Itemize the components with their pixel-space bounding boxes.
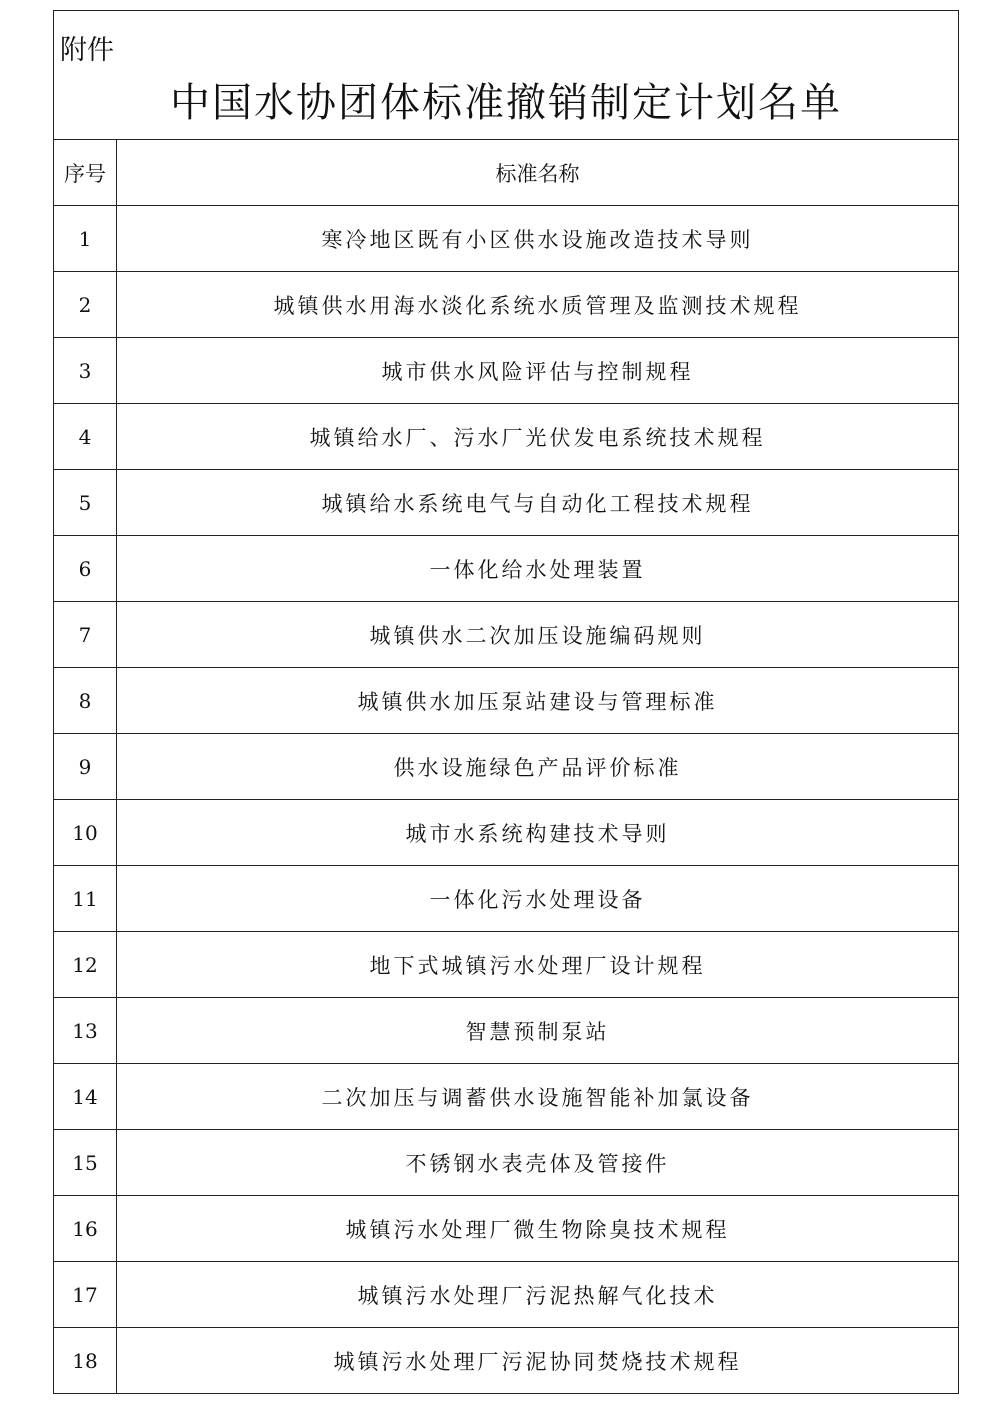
row-number: 8: [54, 668, 117, 734]
standard-name: 城市水系统构建技术导则: [117, 800, 959, 866]
column-header-row: [54, 140, 959, 206]
table-row: [54, 536, 959, 602]
table-row: [54, 1328, 959, 1394]
standard-name: 一体化给水处理装置: [117, 536, 959, 602]
row-number: 4: [54, 404, 117, 470]
row-number: 13: [54, 998, 117, 1064]
table-row: [54, 998, 959, 1064]
standard-name: 城镇供水加压泵站建设与管理标准: [117, 668, 959, 734]
standard-name: 寒冷地区既有小区供水设施改造技术导则: [117, 206, 959, 272]
row-number: 7: [54, 602, 117, 668]
row-number: 2: [54, 272, 117, 338]
standard-name: 智慧预制泵站: [117, 998, 959, 1064]
table-row: [54, 404, 959, 470]
standard-name: 城镇供水用海水淡化系统水质管理及监测技术规程: [117, 272, 959, 338]
column-header-name: 标准名称: [117, 140, 959, 206]
table-row: [54, 800, 959, 866]
standard-name: 地下式城镇污水处理厂设计规程: [117, 932, 959, 998]
attachment-label: 附件: [60, 35, 114, 66]
standard-name: 城镇污水处理厂污泥协同焚烧技术规程: [117, 1328, 959, 1394]
table-row: [54, 272, 959, 338]
row-number: 12: [54, 932, 117, 998]
row-number: 1: [54, 206, 117, 272]
title-cell: [54, 11, 959, 140]
row-number: 10: [54, 800, 117, 866]
row-number: 9: [54, 734, 117, 800]
row-number: 17: [54, 1262, 117, 1328]
standard-name: 城镇给水系统电气与自动化工程技术规程: [117, 470, 959, 536]
standard-name: 不锈钢水表壳体及管接件: [117, 1130, 959, 1196]
table-row: [54, 338, 959, 404]
standard-name: 城市供水风险评估与控制规程: [117, 338, 959, 404]
row-number: 11: [54, 866, 117, 932]
column-header-no: 序号: [54, 140, 117, 206]
table-row: [54, 1064, 959, 1130]
row-number: 14: [54, 1064, 117, 1130]
table-row: [54, 602, 959, 668]
row-number: 15: [54, 1130, 117, 1196]
table-row: [54, 470, 959, 536]
standard-name: 二次加压与调蓄供水设施智能补加氯设备: [117, 1064, 959, 1130]
page-title: 中国水协团体标准撤销制定计划名单: [170, 80, 842, 126]
table-row: [54, 206, 959, 272]
title-row: [54, 11, 959, 140]
table-row: [54, 734, 959, 800]
row-number: 6: [54, 536, 117, 602]
standard-name: 城镇给水厂、污水厂光伏发电系统技术规程: [117, 404, 959, 470]
table-row: [54, 1262, 959, 1328]
table-row: [54, 1196, 959, 1262]
standard-name: 供水设施绿色产品评价标准: [117, 734, 959, 800]
standard-name: 城镇污水处理厂微生物除臭技术规程: [117, 1196, 959, 1262]
standard-name: 一体化污水处理设备: [117, 866, 959, 932]
table-row: [54, 1130, 959, 1196]
standards-table: [53, 10, 959, 1394]
row-number: 3: [54, 338, 117, 404]
table-row: [54, 932, 959, 998]
table-row: [54, 866, 959, 932]
standard-name: 城镇污水处理厂污泥热解气化技术: [117, 1262, 959, 1328]
row-number: 5: [54, 470, 117, 536]
row-number: 18: [54, 1328, 117, 1394]
standard-name: 城镇供水二次加压设施编码规则: [117, 602, 959, 668]
table-row: [54, 668, 959, 734]
row-number: 16: [54, 1196, 117, 1262]
